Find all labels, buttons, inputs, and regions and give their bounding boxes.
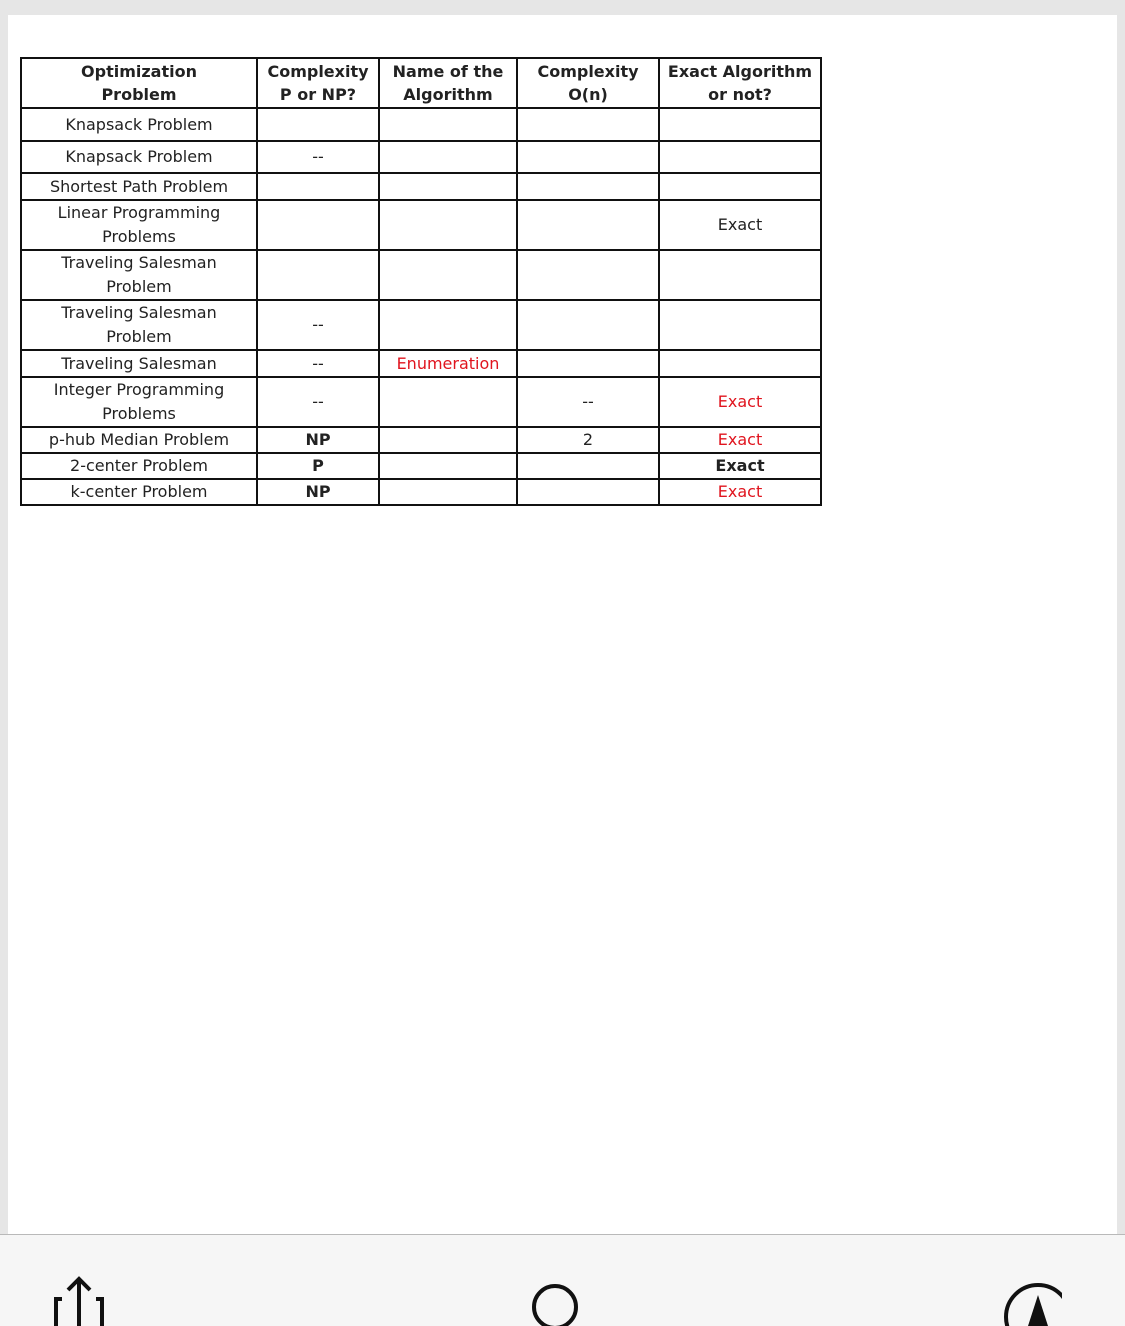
document-page	[8, 15, 1117, 1234]
order-cell	[517, 479, 659, 505]
exact-cell: Exact	[659, 200, 821, 250]
order-cell	[517, 200, 659, 250]
algorithm-cell	[379, 200, 517, 250]
table-header-row	[21, 58, 821, 108]
algorithm-table	[20, 57, 822, 506]
complexity-cell: NP	[257, 427, 379, 453]
algorithm-cell	[379, 173, 517, 200]
markup-icon[interactable]	[1002, 1275, 1062, 1326]
order-cell	[517, 250, 659, 300]
algorithm-cell	[379, 250, 517, 300]
algorithm-cell	[379, 108, 517, 141]
table-row	[21, 479, 821, 505]
table-row	[21, 377, 821, 427]
algorithm-cell	[379, 479, 517, 505]
problem-cell: Integer Programming Problems	[21, 377, 257, 427]
problem-cell: Linear Programming Problems	[21, 200, 257, 250]
order-cell	[517, 173, 659, 200]
exact-cell	[659, 141, 821, 173]
complexity-cell: --	[257, 377, 379, 427]
complexity-cell	[257, 173, 379, 200]
header-complexity-p-np: Complexity P or NP?	[257, 58, 379, 108]
complexity-cell: NP	[257, 479, 379, 505]
table-row	[21, 453, 821, 479]
exact-cell: Exact	[659, 427, 821, 453]
complexity-cell: --	[257, 141, 379, 173]
problem-cell: Traveling Salesman	[21, 350, 257, 377]
exact-cell: Exact	[659, 453, 821, 479]
search-icon[interactable]	[528, 1275, 588, 1326]
algorithm-cell	[379, 300, 517, 350]
algorithm-cell	[379, 427, 517, 453]
algorithm-cell	[379, 453, 517, 479]
exact-cell: Exact	[659, 377, 821, 427]
problem-cell: Knapsack Problem	[21, 108, 257, 141]
table-row	[21, 427, 821, 453]
algorithm-cell	[379, 141, 517, 173]
complexity-cell: --	[257, 350, 379, 377]
table-row	[21, 250, 821, 300]
algorithm-cell: Enumeration	[379, 350, 517, 377]
order-cell: --	[517, 377, 659, 427]
exact-cell	[659, 250, 821, 300]
order-cell	[517, 453, 659, 479]
exact-cell	[659, 108, 821, 141]
table-row	[21, 300, 821, 350]
order-cell: 2	[517, 427, 659, 453]
complexity-cell	[257, 200, 379, 250]
table-row	[21, 108, 821, 141]
problem-cell: p-hub Median Problem	[21, 427, 257, 453]
bottom-toolbar	[0, 1234, 1125, 1326]
table-row	[21, 173, 821, 200]
problem-cell: Knapsack Problem	[21, 141, 257, 173]
exact-cell	[659, 173, 821, 200]
table-row	[21, 141, 821, 173]
table-row	[21, 200, 821, 250]
order-cell	[517, 108, 659, 141]
header-complexity-order: Complexity O(n)	[517, 58, 659, 108]
table-row	[21, 350, 821, 377]
problem-cell: Traveling Salesman Problem	[21, 300, 257, 350]
problem-cell: Traveling Salesman Problem	[21, 250, 257, 300]
complexity-cell	[257, 108, 379, 141]
header-exact: Exact Algorithm or not?	[659, 58, 821, 108]
header-algorithm-name: Name of the Algorithm	[379, 58, 517, 108]
exact-cell	[659, 350, 821, 377]
exact-cell	[659, 300, 821, 350]
header-problem: Optimization Problem	[21, 58, 257, 108]
share-icon[interactable]	[52, 1275, 112, 1326]
order-cell	[517, 141, 659, 173]
complexity-cell	[257, 250, 379, 300]
order-cell	[517, 350, 659, 377]
problem-cell: 2-center Problem	[21, 453, 257, 479]
problem-cell: Shortest Path Problem	[21, 173, 257, 200]
order-cell	[517, 300, 659, 350]
algorithm-cell	[379, 377, 517, 427]
exact-cell: Exact	[659, 479, 821, 505]
complexity-cell: --	[257, 300, 379, 350]
problem-cell: k-center Problem	[21, 479, 257, 505]
complexity-cell: P	[257, 453, 379, 479]
